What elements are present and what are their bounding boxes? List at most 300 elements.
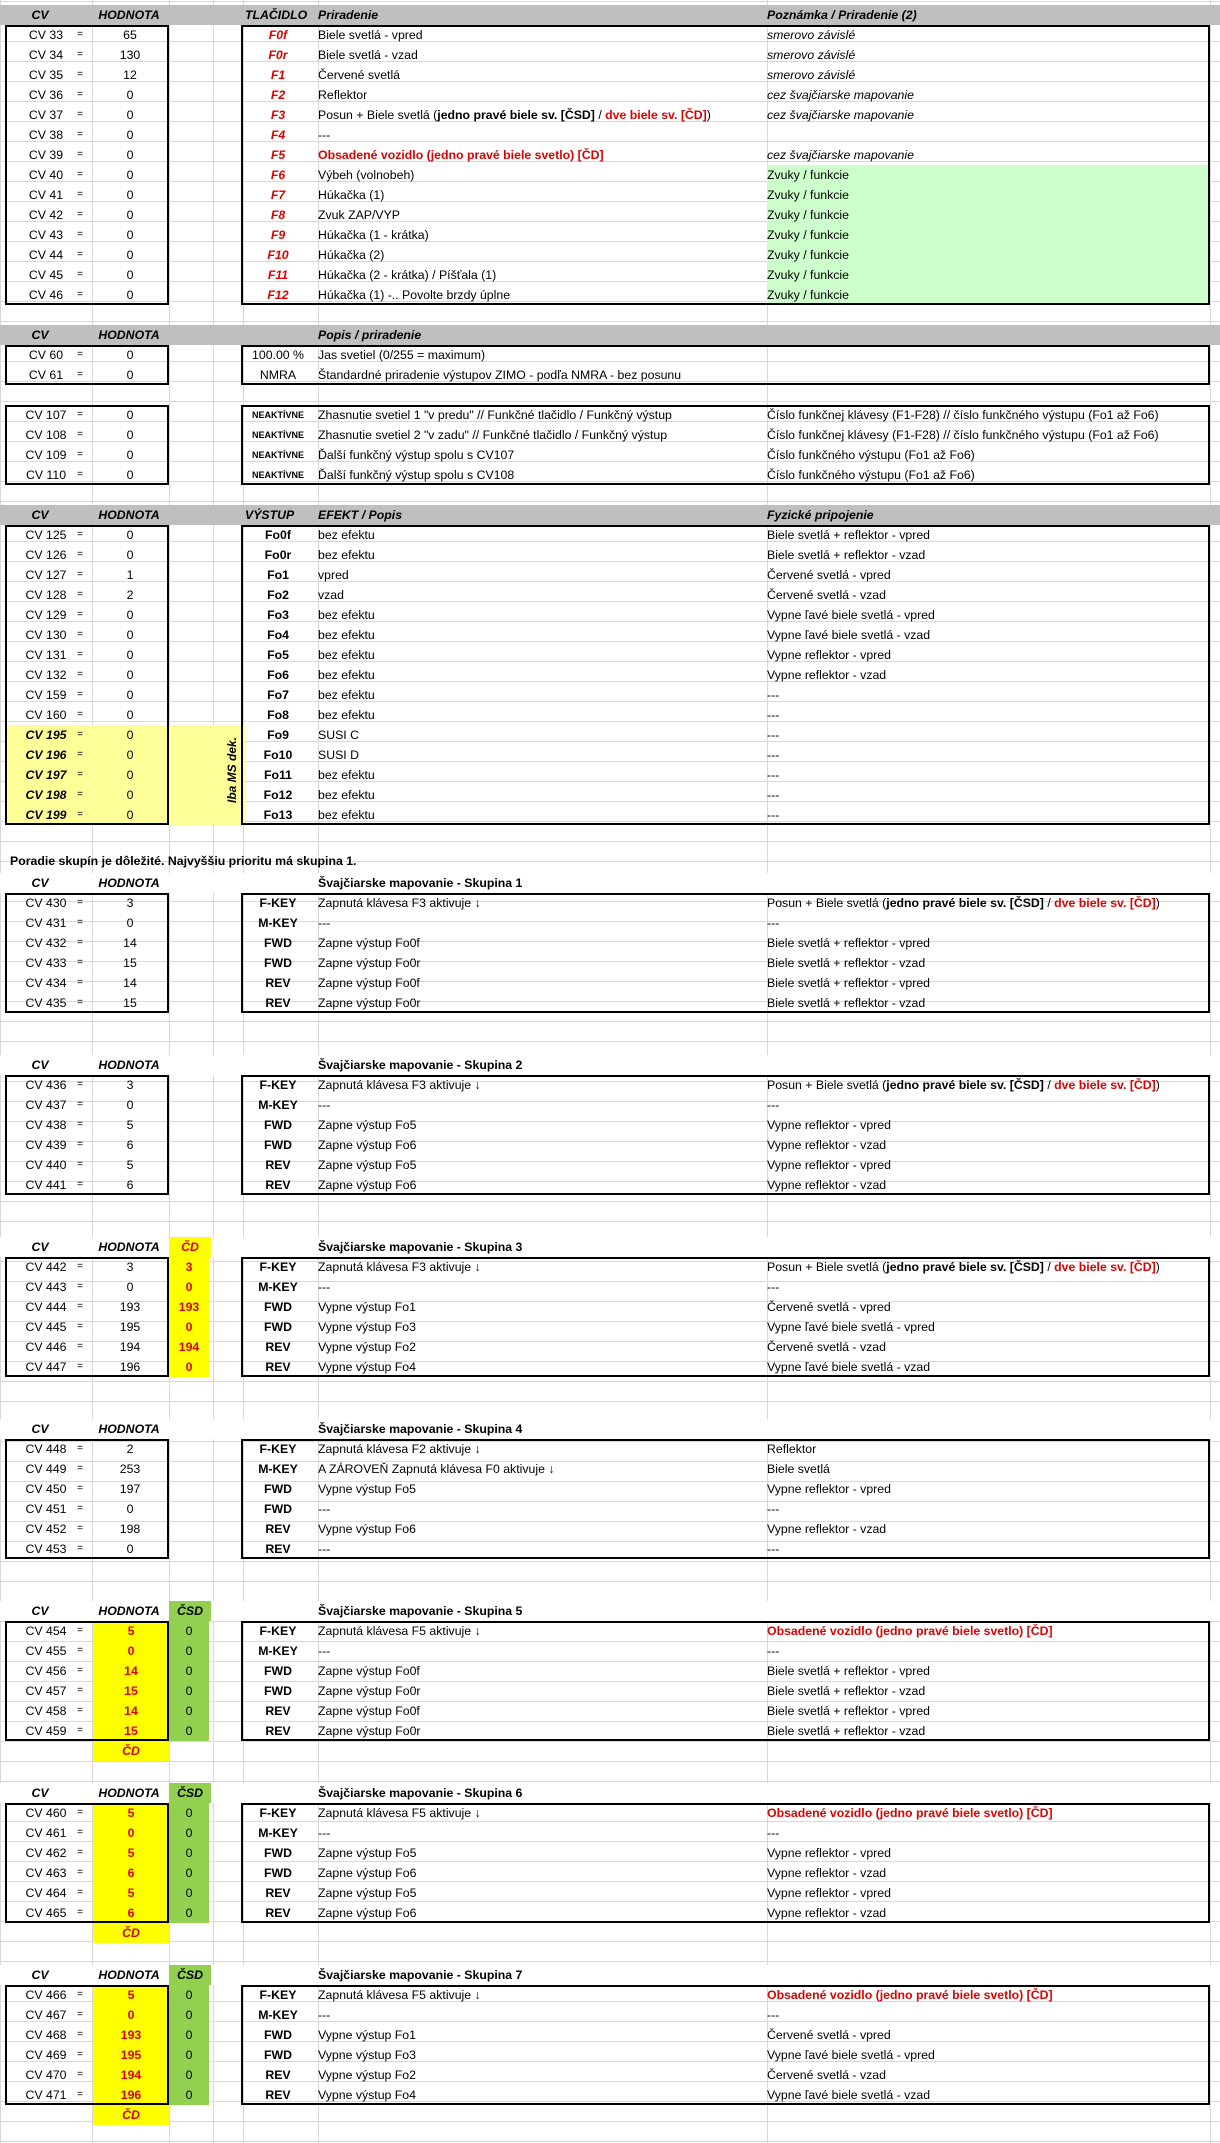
mapping-key: REV — [265, 1886, 291, 1900]
table-row — [0, 765, 1220, 785]
cv-number: CV 108 — [25, 428, 67, 442]
description-text: Ďalší funkčný výstup spolu s CV108 — [318, 468, 515, 482]
assignment-text: Červené svetlá — [318, 68, 401, 82]
equals-sign: = — [77, 2009, 83, 2020]
cv-value: 0 — [126, 768, 134, 782]
mapping-note: --- — [767, 2008, 780, 2022]
cv-value: 0 — [126, 368, 134, 382]
cv-value: 0 — [126, 168, 134, 182]
connection-text: --- — [767, 748, 780, 762]
mapping-key: F-KEY — [259, 1806, 297, 1820]
equals-sign: = — [77, 977, 83, 988]
description-text: Zhasnutie svetiel 2 "v zadu" // Funkčné tlačidlo / Funkčný výstup — [318, 428, 668, 442]
table-row — [0, 1155, 1220, 1175]
note-text: smerovo závislé — [767, 28, 856, 42]
cv-number: CV 451 — [25, 1502, 67, 1516]
cv-value: 0 — [126, 708, 134, 722]
mapping-description: Zapne výstup Fo0f — [318, 976, 420, 990]
connection-text: Vypne reflektor - vpred — [767, 648, 891, 662]
text-run: dve biele sv. [ČD] — [1054, 896, 1156, 910]
mapping-note: Vypne reflektor - vpred — [767, 1846, 891, 1860]
note-text: Číslo funkčnej klávesy (F1-F28) // číslo funkčného výstupu (Fo1 až Fo6) — [767, 408, 1159, 422]
cv-number: CV 468 — [25, 2028, 67, 2042]
extra-value: 0 — [169, 2085, 209, 2105]
equals-sign: = — [77, 2029, 83, 2040]
cv-value: 14 — [123, 936, 137, 950]
mapping-description: Zapnutá klávesa F5 aktivuje ↓ — [318, 1988, 481, 2002]
cv-number: CV 438 — [25, 1118, 67, 1132]
mapping-description: --- — [318, 2008, 331, 2022]
cv-value: 0 — [126, 128, 134, 142]
mapping-key: M-KEY — [258, 1280, 298, 1294]
text-run: dve biele sv. [ČD] — [605, 108, 707, 122]
equals-sign: = — [77, 1079, 83, 1090]
mapping-description: --- — [318, 1280, 331, 1294]
mapping-key: FWD — [264, 1846, 292, 1860]
mapping-description: Zapne výstup Fo0f — [318, 1664, 420, 1678]
equals-sign: = — [77, 589, 83, 600]
header-assignment: Priradenie — [318, 8, 379, 22]
note-text: Zvuky / funkcie — [767, 228, 850, 242]
table-row — [0, 1317, 1220, 1337]
cv-number: CV 44 — [28, 248, 64, 262]
function-key: F3 — [270, 108, 286, 122]
cv-number: CV 459 — [25, 1724, 67, 1738]
group-header — [0, 1601, 1220, 1621]
output-name: Fo7 — [267, 688, 289, 702]
cv-value: 0 — [126, 88, 134, 102]
header-cv: CV — [31, 1786, 49, 1800]
header-cv: CV — [31, 508, 49, 522]
note-text: Zvuky / funkcie — [767, 168, 850, 182]
cv-value: 0 — [126, 1280, 134, 1294]
mapping-key: F-KEY — [259, 1260, 297, 1274]
mapping-key: F-KEY — [259, 1624, 297, 1638]
extra-value: 0 — [169, 1701, 209, 1721]
group-header — [0, 1419, 1220, 1439]
equals-sign: = — [77, 1281, 83, 1292]
cv-number: CV 159 — [25, 688, 67, 702]
effect-text: vzad — [318, 588, 344, 602]
table-row — [0, 45, 1220, 65]
assignment-text: Zvuk ZAP/VYP — [318, 208, 401, 222]
mapping-note: Vypne ľavé biele svetlá - vpred — [767, 1320, 935, 1334]
group-header — [0, 1237, 1220, 1257]
cv-number: CV 61 — [28, 368, 64, 382]
cv-number: CV 466 — [25, 1988, 67, 2002]
cv-value: 15 — [123, 996, 137, 1010]
text-run: ) — [1155, 896, 1160, 910]
mapping-key: F-KEY — [259, 1442, 297, 1456]
cv-value: 195 — [119, 1320, 141, 1334]
equals-sign: = — [77, 169, 83, 180]
cv-value: 0 — [126, 648, 134, 662]
cv-value: 0 — [126, 548, 134, 562]
equals-sign: = — [77, 469, 83, 480]
mapping-note: Vypne ľavé biele svetlá - vzad — [767, 1360, 931, 1374]
output-name: Fo10 — [263, 748, 293, 762]
cv-value: 198 — [119, 1522, 141, 1536]
mapping-description: Vypne výstup Fo2 — [318, 1340, 416, 1354]
cv-number: CV 125 — [25, 528, 67, 542]
section — [0, 1419, 1220, 1559]
connection-text: Červené svetlá - vpred — [767, 568, 891, 582]
equals-sign: = — [77, 1685, 83, 1696]
mapping-key: REV — [265, 1724, 291, 1738]
table-row — [0, 1115, 1220, 1135]
text-run: jedno pravé biele sv. [ČSD] — [886, 1078, 1044, 1092]
cv-number: CV 437 — [25, 1098, 67, 1112]
section — [0, 505, 1220, 825]
description-text: Zhasnutie svetiel 1 "v predu" // Funkčné tlačidlo / Funkčný výstup — [318, 408, 672, 422]
cv-value: 0 — [126, 428, 134, 442]
cv-number: CV 443 — [25, 1280, 67, 1294]
equals-sign: = — [77, 1099, 83, 1110]
extra-value: 0 — [169, 1661, 209, 1681]
cv-number: CV 42 — [28, 208, 64, 222]
cv-value: 0 — [126, 348, 134, 362]
output-name: Fo11 — [263, 768, 293, 782]
cv-number: CV 433 — [25, 956, 67, 970]
equals-sign: = — [77, 1179, 83, 1190]
table-row — [0, 425, 1220, 445]
connection-text: Biele svetlá + reflektor - vzad — [767, 548, 926, 562]
equals-sign: = — [77, 69, 83, 80]
cv-value: 5 — [93, 1843, 169, 1863]
output-name: Fo4 — [267, 628, 289, 642]
table-row — [0, 245, 1220, 265]
cv-number: CV 455 — [25, 1644, 67, 1658]
cv-value: 6 — [93, 1903, 169, 1923]
cv-value: 65 — [123, 28, 137, 42]
cv-number: CV 469 — [25, 2048, 67, 2062]
mapping-key: REV — [265, 1178, 291, 1192]
output-name: Fo8 — [267, 708, 289, 722]
table-row — [0, 1823, 1220, 1843]
mapping-key: REV — [265, 976, 291, 990]
cv-value: 12 — [123, 68, 137, 82]
equals-sign: = — [77, 449, 83, 460]
function-key: F8 — [270, 208, 286, 222]
cv-number: CV 461 — [25, 1826, 67, 1840]
assignment-text: Húkačka (2) — [318, 248, 385, 262]
mapping-key: M-KEY — [258, 1644, 298, 1658]
mapping-note: Biele svetlá + reflektor - vzad — [767, 1684, 926, 1698]
mapping-note: Vypne reflektor - vpred — [767, 1886, 891, 1900]
connection-text: Červené svetlá - vzad — [767, 588, 886, 602]
header-value: HODNOTA — [98, 1058, 160, 1072]
mapping-key: FWD — [264, 1300, 292, 1314]
cv-value: 14 — [93, 1661, 169, 1681]
table-row — [0, 2045, 1220, 2065]
equals-sign: = — [77, 1989, 83, 2000]
equals-sign: = — [77, 1321, 83, 1332]
table-row — [0, 1803, 1220, 1823]
section — [0, 873, 1220, 1013]
extra-value: 0 — [169, 1721, 209, 1741]
table-row — [0, 1479, 1220, 1499]
mapping-description: Zapne výstup Fo6 — [318, 1866, 417, 1880]
header-key: TLAČIDLO — [245, 8, 308, 22]
cv-number: CV 196 — [25, 748, 67, 762]
cv-number: CV 436 — [25, 1078, 67, 1092]
group-title: Švajčiarske mapovanie - Skupina 3 — [318, 1240, 523, 1254]
table-row — [0, 1175, 1220, 1195]
connection-text: --- — [767, 688, 780, 702]
cv-number: CV 467 — [25, 2008, 67, 2022]
mapping-description: --- — [318, 1542, 331, 1556]
text-run: dve biele sv. [ČD] — [1054, 1260, 1156, 1274]
mapping-note: Biele svetlá + reflektor - vpred — [767, 936, 931, 950]
mapping-note: --- — [767, 1098, 780, 1112]
cv-number: CV 441 — [25, 1178, 67, 1192]
group-title: Švajčiarske mapovanie - Skupina 5 — [318, 1604, 523, 1618]
cv-number: CV 445 — [25, 1320, 67, 1334]
table-row — [0, 605, 1220, 625]
cv-number: CV 431 — [25, 916, 67, 930]
mapping-key: FWD — [264, 2028, 292, 2042]
effect-text: bez efektu — [318, 628, 375, 642]
table-header — [0, 5, 1220, 25]
mapping-description: Zapne výstup Fo5 — [318, 1846, 417, 1860]
mapping-note: Obsadené vozidlo (jedno pravé biele svetlo) [ČD] — [767, 1624, 1053, 1638]
cv-value: 0 — [126, 208, 134, 222]
cv-value: 0 — [126, 788, 134, 802]
cv-value: 253 — [119, 1462, 141, 1476]
cv-number: CV 109 — [25, 448, 67, 462]
mapping-note: --- — [767, 1542, 780, 1556]
cv-number: CV 35 — [28, 68, 64, 82]
equals-sign: = — [77, 1543, 83, 1554]
table-row — [0, 625, 1220, 645]
equals-sign: = — [77, 1867, 83, 1878]
connection-text: Vypne ľavé biele svetlá - vzad — [767, 628, 931, 642]
equals-sign: = — [77, 2089, 83, 2100]
mapping-key: FWD — [264, 1502, 292, 1516]
equals-sign: = — [77, 409, 83, 420]
mapping-description: Zapnutá klávesa F3 aktivuje ↓ — [318, 1078, 481, 1092]
table-row — [0, 145, 1220, 165]
table-row — [0, 225, 1220, 245]
equals-sign: = — [77, 729, 83, 740]
cv-value: 194 — [93, 2065, 169, 2085]
function-key: F4 — [270, 128, 286, 142]
assignment-text: Reflektor — [318, 88, 368, 102]
cv-number: CV 457 — [25, 1684, 67, 1698]
output-name: Fo1 — [267, 568, 289, 582]
cv-value: 14 — [93, 1701, 169, 1721]
cv-value: 197 — [119, 1482, 141, 1496]
note-text: Zvuky / funkcie — [767, 288, 850, 302]
cv-value: 193 — [93, 2025, 169, 2045]
assignment-text: Výbeh (volnobeh) — [318, 168, 415, 182]
cv-number: CV 40 — [28, 168, 64, 182]
cv-value: 0 — [126, 228, 134, 242]
extra-value: 0 — [169, 1277, 209, 1297]
table-row — [0, 1337, 1220, 1357]
table-header — [0, 505, 1220, 525]
note-text: Číslo funkčného výstupu (Fo1 až Fo6) — [767, 468, 975, 482]
connection-text: --- — [767, 728, 780, 742]
cv-value: 196 — [119, 1360, 141, 1374]
cv-value: 1 — [126, 568, 134, 582]
effect-text: bez efektu — [318, 548, 375, 562]
group-title: Švajčiarske mapovanie - Skupina 7 — [318, 1968, 523, 1982]
cv-value: 0 — [126, 468, 134, 482]
mapping-key: REV — [265, 1906, 291, 1920]
mapping-description: Vypne výstup Fo4 — [318, 2088, 416, 2102]
assignment-text: Húkačka (1 - krátka) — [318, 228, 429, 242]
group-header — [0, 1965, 1220, 1985]
equals-sign: = — [77, 1705, 83, 1716]
assignment-text: Biele svetlá - vpred — [318, 28, 423, 42]
mapping-note: Biele svetlá + reflektor - vzad — [767, 996, 926, 1010]
cv-value: 0 — [126, 748, 134, 762]
equals-sign: = — [77, 789, 83, 800]
mapping-note: --- — [767, 1280, 780, 1294]
equals-sign: = — [77, 529, 83, 540]
extra-value: 0 — [169, 1803, 209, 1823]
section — [0, 405, 1220, 485]
description-text: Ďalší funkčný výstup spolu s CV107 — [318, 448, 515, 462]
function-key: F11 — [267, 268, 289, 282]
group-header — [0, 873, 1220, 893]
table-row — [0, 2085, 1220, 2105]
function-key: F5 — [270, 148, 286, 162]
cv-value: 2 — [126, 588, 134, 602]
table-row — [0, 65, 1220, 85]
equals-sign: = — [77, 1301, 83, 1312]
cv-value: 15 — [93, 1681, 169, 1701]
table-row — [0, 525, 1220, 545]
effect-text: vpred — [318, 568, 349, 582]
mapping-key: REV — [265, 1522, 291, 1536]
cv-number: CV 37 — [28, 108, 64, 122]
equals-sign: = — [77, 289, 83, 300]
cv-number: CV 471 — [25, 2088, 67, 2102]
extra-value: 3 — [169, 1257, 209, 1277]
equals-sign: = — [77, 1119, 83, 1130]
extra-value: 0 — [169, 1317, 209, 1337]
ms-decoder-label — [222, 718, 242, 828]
equals-sign: = — [77, 369, 83, 380]
text-run: ) — [1155, 1078, 1160, 1092]
mapping-description: Zapne výstup Fo0f — [318, 1704, 420, 1718]
cv-value: 14 — [123, 976, 137, 990]
setting-label: 100.00 % — [252, 348, 304, 362]
connection-text: Vypne reflektor - vzad — [767, 668, 887, 682]
text-run: Posun + Biele svetlá ( — [767, 1260, 887, 1274]
cv-value: 5 — [93, 1621, 169, 1641]
cv-number: CV 126 — [25, 548, 67, 562]
table-row — [0, 665, 1220, 685]
mapping-note: Reflektor — [767, 1442, 817, 1456]
mapping-note: --- — [767, 1502, 780, 1516]
table-row — [0, 1499, 1220, 1519]
cv-number: CV 36 — [28, 88, 64, 102]
cv-number: CV 60 — [28, 348, 64, 362]
mapping-key: FWD — [264, 1320, 292, 1334]
equals-sign: = — [77, 49, 83, 60]
table-row — [0, 365, 1220, 385]
table-row — [0, 545, 1220, 565]
mapping-note — [767, 1257, 1160, 1277]
equals-sign: = — [77, 1483, 83, 1494]
equals-sign: = — [77, 649, 83, 660]
header-cv: CV — [31, 1058, 49, 1072]
mapping-description: Vypne výstup Fo5 — [318, 1482, 416, 1496]
note-text: smerovo závislé — [767, 48, 856, 62]
equals-sign: = — [77, 809, 83, 820]
output-name: Fo2 — [267, 588, 289, 602]
connection-text: --- — [767, 708, 780, 722]
cv-number: CV 463 — [25, 1866, 67, 1880]
extra-value: 0 — [169, 1621, 209, 1641]
cv-number: CV 430 — [25, 896, 67, 910]
table-row — [0, 285, 1220, 305]
equals-sign: = — [77, 429, 83, 440]
mapping-description: Zapnutá klávesa F2 aktivuje ↓ — [318, 1442, 481, 1456]
section — [0, 1055, 1220, 1195]
ms-decoder-text: Iba MS dek. — [225, 736, 239, 804]
cv-value: 0 — [126, 148, 134, 162]
header-connection: Fyzické pripojenie — [767, 508, 874, 522]
mapping-description: Zapnutá klávesa F5 aktivuje ↓ — [318, 1624, 481, 1638]
cv-value: 0 — [126, 448, 134, 462]
mapping-description: Vypne výstup Fo3 — [318, 2048, 416, 2062]
cv-number: CV 46 — [28, 288, 64, 302]
mapping-key: M-KEY — [258, 1826, 298, 1840]
cv-number: CV 440 — [25, 1158, 67, 1172]
assignment-text — [318, 105, 711, 125]
table-row — [0, 1641, 1220, 1661]
mapping-key: FWD — [264, 956, 292, 970]
header-cv: CV — [31, 8, 49, 22]
cv-number: CV 132 — [25, 668, 67, 682]
cv-value: 0 — [93, 2005, 169, 2025]
table-row — [0, 165, 1220, 185]
mapping-description: --- — [318, 1098, 331, 1112]
mapping-key: FWD — [264, 1664, 292, 1678]
mapping-key: REV — [265, 1158, 291, 1172]
mapping-note: Vypne reflektor - vpred — [767, 1118, 891, 1132]
bottom-label: ČD — [93, 2105, 169, 2125]
cv-number: CV 107 — [25, 408, 67, 422]
cv-number: CV 33 — [28, 28, 64, 42]
equals-sign: = — [77, 1463, 83, 1474]
mapping-key: REV — [265, 2088, 291, 2102]
cv-number: CV 456 — [25, 1664, 67, 1678]
equals-sign: = — [77, 1261, 83, 1272]
assignment-text: Húkačka (1) — [318, 188, 385, 202]
cv-number: CV 470 — [25, 2068, 67, 2082]
extra-value: 0 — [169, 2005, 209, 2025]
table-row — [0, 1721, 1220, 1741]
mapping-description: Vypne výstup Fo1 — [318, 1300, 416, 1314]
cv-value: 5 — [126, 1158, 134, 1172]
cv-value: 6 — [126, 1138, 134, 1152]
note-text: smerovo závislé — [767, 68, 856, 82]
cv-value: 0 — [126, 1502, 134, 1516]
header-note: Poznámka / Priradenie (2) — [767, 8, 917, 22]
table-row — [0, 125, 1220, 145]
cv-number: CV 198 — [25, 788, 67, 802]
mapping-description: Vypne výstup Fo1 — [318, 2028, 416, 2042]
equals-sign: = — [77, 2069, 83, 2080]
mapping-note: Biele svetlá + reflektor - vzad — [767, 956, 926, 970]
table-row — [0, 705, 1220, 725]
mapping-description: Vypne výstup Fo4 — [318, 1360, 416, 1374]
